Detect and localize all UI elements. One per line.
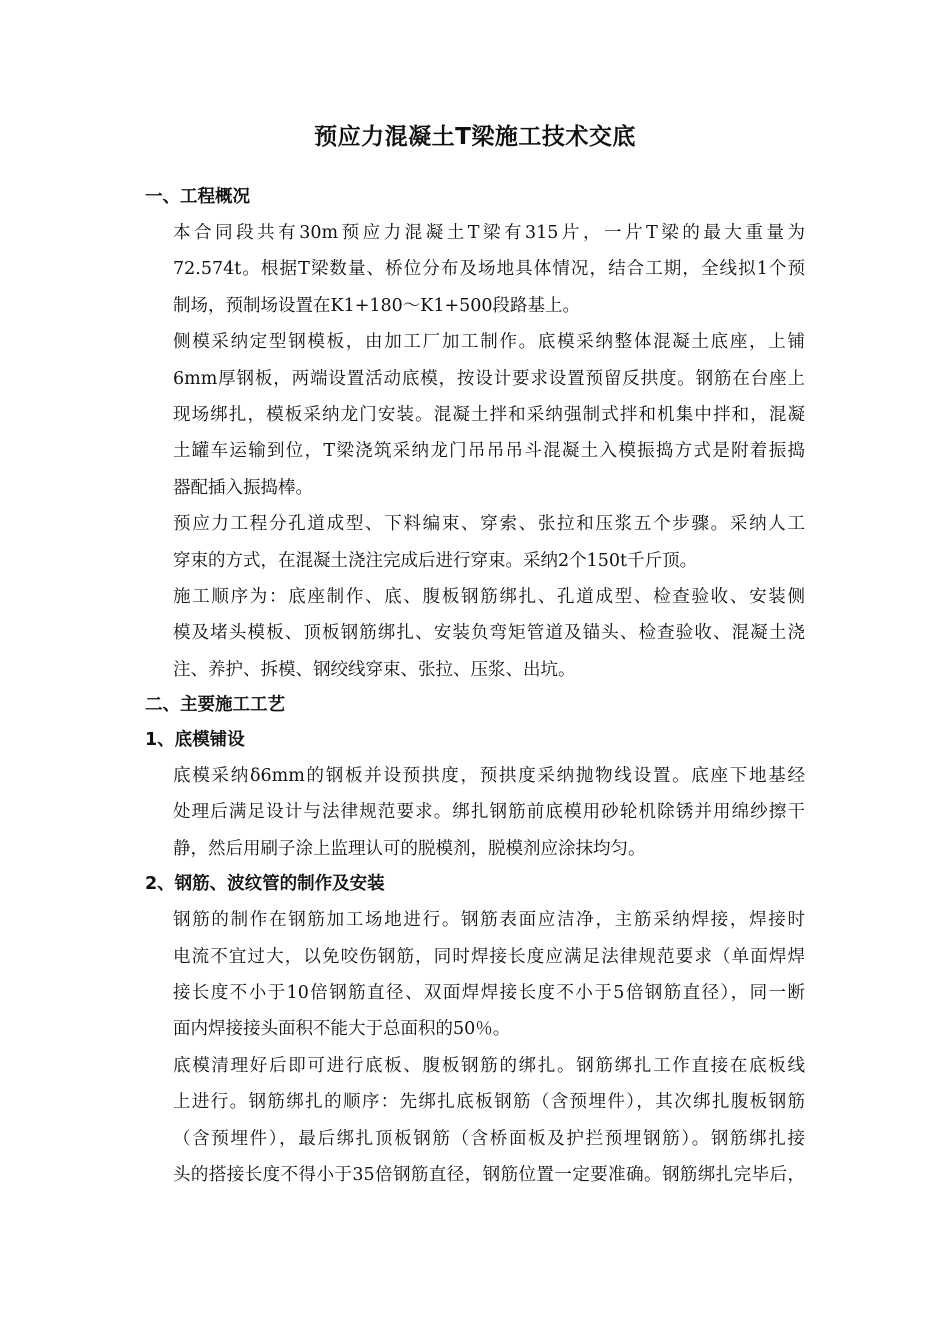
text-line: 土罐车运输到位，T梁浇筑采纳龙门吊吊吊斗混凝土入模振捣方式是附着振捣 — [173, 441, 805, 462]
subsection-heading-rebar: 2、钢筋、波纹管的制作及安装 — [145, 874, 385, 895]
paragraph-overview-3 — [145, 506, 805, 579]
subsection-heading-bottom-form: 1、底模铺设 — [145, 730, 245, 751]
text-line: 预应力工程分孔道成型、下料编束、穿索、张拉和压浆五个步骤。采纳人工 — [173, 514, 805, 535]
text-line: （含预埋件），最后绑扎顶板钢筋（含桥面板及护拦预埋钢筋）。钢筋绑扎接 — [173, 1128, 805, 1149]
text-line: 注、养护、拆模、钢绞线穿束、张拉、压浆、出坑。 — [173, 659, 576, 680]
text-line: 电流不宜过大，以免咬伤钢筋，同时焊接长度应满足法律规范要求（单面焊焊 — [173, 946, 805, 967]
paragraph-rebar-1 — [145, 902, 805, 1048]
text-line: 面内焊接接头面积不能大于总面积的50％。 — [173, 1019, 511, 1040]
document-body — [145, 180, 805, 1193]
text-line: 底模清理好后即可进行底板、腹板钢筋的绑扎。钢筋绑扎工作直接在底板线 — [173, 1055, 805, 1076]
text-line: 6mm厚钢板，两端设置活动底模，按设计要求设置预留反拱度。钢筋在台座上 — [173, 368, 805, 389]
text-line: 接长度不小于10倍钢筋直径、双面焊焊接长度不小于5倍钢筋直径），同一断 — [173, 983, 805, 1004]
paragraph-overview-2 — [145, 324, 805, 506]
text-line: 处理后满足设计与法律规范要求。绑扎钢筋前底模用砂轮机除锈并用绵纱擦干 — [173, 802, 805, 823]
text-line: 现场绑扎，模板采纳龙门安装。混凝土拌和采纳强制式拌和机集中拌和，混凝 — [173, 404, 805, 425]
text-line: 静，然后用刷子涂上监理认可的脱模剂，脱模剂应涂抹均匀。 — [173, 838, 646, 859]
paragraph-overview-4 — [145, 579, 805, 688]
text-line: 穿束的方式，在混凝土浇注完成后进行穿束。采纳2个150t千斤顶。 — [173, 550, 698, 571]
text-line: 钢筋的制作在钢筋加工场地进行。钢筋表面应洁净，主筋采纳焊接，焊接时 — [173, 910, 805, 931]
text-line: 上进行。钢筋绑扎的顺序：先绑扎底板钢筋（含预埋件），其次绑扎腹板钢筋 — [173, 1092, 805, 1113]
text-line: 侧模采纳定型钢模板，由加工厂加工制作。底模采纳整体混凝土底座，上铺 — [173, 332, 805, 353]
text-line: 器配插入振捣棒。 — [173, 477, 313, 498]
text-line: 72.574t。根据T梁数量、桥位分布及场地具体情况，结合工期，全线拟1个预 — [173, 259, 805, 280]
paragraph-overview-1 — [145, 215, 805, 324]
text-line: 模及堵头模板、顶板钢筋绑扎、安装负弯矩管道及锚头、检查验收、混凝土浇 — [173, 623, 805, 644]
paragraph-rebar-2 — [145, 1048, 805, 1194]
text-line: 头的搭接长度不得小于35倍钢筋直径，钢筋位置一定要准确。钢筋绑扎完毕后， — [173, 1164, 805, 1185]
section-heading-overview: 一、工程概况 — [145, 187, 250, 207]
text-line: 底模采纳δ6mm的钢板并设预拱度，预拱度采纳抛物线设置。底座下地基经 — [173, 766, 805, 787]
text-line: 施工顺序为：底座制作、底、腹板钢筋绑扎、孔道成型、检查验收、安装侧 — [173, 586, 805, 607]
text-line: 本合同段共有30m预应力混凝土T梁有315片，一片T梁的最大重量为 — [173, 223, 805, 243]
document-title: 预应力混凝土T梁施工技术交底 — [314, 124, 636, 150]
section-heading-process: 二、主要施工工艺 — [145, 695, 285, 716]
text-line: 制场，预制场设置在K1+180～K1+500段路基上。 — [173, 295, 581, 316]
paragraph-bottom-form — [145, 758, 805, 867]
